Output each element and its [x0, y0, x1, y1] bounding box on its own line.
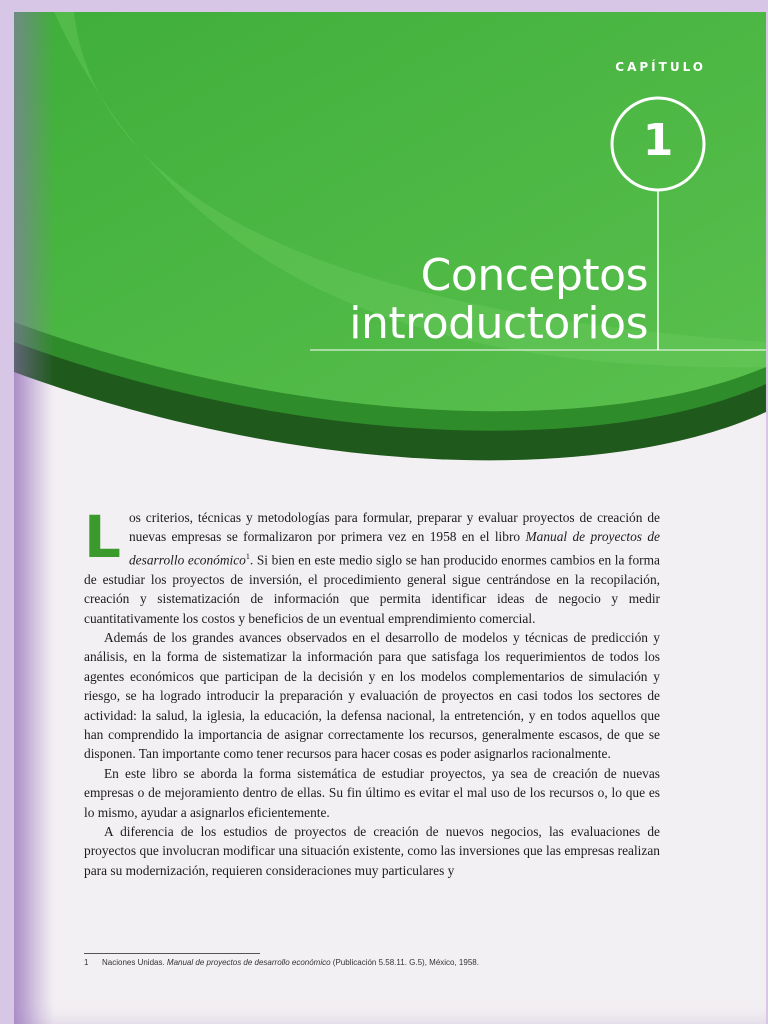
footnote-reference[interactable]: 1 [245, 551, 250, 561]
footnote-book-title: Manual de proyectos de desarrollo económico [166, 958, 331, 967]
paragraph-3: En este libro se aborda la forma sistemática de estudiar proyectos, ya sea de creación de nuevas empresas o de mejoramiento dentro de ellas. Su fin último es evitar el mal uso de los recursos o, lo que es lo mismo, ayudar a asignarlos eficientemente. [84, 765, 660, 820]
paragraph-2: Además de los grandes avances observados en el desarrollo de modelos y técnicas de predicción y análisis, en la forma de sistematizar la información para que satisfaga los requerimientos de todos los agentes económicos que participan de la decisión y en los modelos complementarios de simulación y riesgo, se ha logrado introducir la preparación y evaluación de proyectos en casi todos los sectores de actividad: la salud, la iglesia, la educación, la defensa nacional, la entretención, y en todos aquellos que han comprendido la importancia de asignar correctamente los recursos, generalmente escasos, de que se disponen. Tan importante como tener recursos para hacer cosas es poder asignarlos racionalmente. [84, 629, 660, 762]
chapter-number: 1 [642, 115, 674, 166]
chapter-banner [14, 12, 766, 482]
drop-cap: L [84, 503, 121, 571]
paragraph-1-text-a: os criterios, técnicas y metodologías para formular, preparar y evaluar proyectos de creación de nuevas empresas se formalizaron por primera vez en 1958 en el libro [128, 510, 660, 545]
page-gutter-shadow [14, 12, 54, 1024]
chapter-title-line-1: Conceptos [420, 250, 648, 301]
footnote-rule [84, 953, 260, 954]
chapter-body [84, 503, 661, 880]
paragraph-4: A diferencia de los estudios de proyectos de creación de nuevos negocios, las evaluaciones de proyectos que involucran modificar una situación existente, como las inversiones que las empresas realizan para su modernización, requieren consideraciones muy particulares y [84, 823, 660, 878]
chapter-label: CAPÍTULO [615, 60, 706, 74]
footnote [84, 958, 704, 967]
paragraph-1 [84, 503, 661, 628]
paragraph-1-text-b: . Si bien en este medio siglo se han producido enormes cambios en la forma de estudiar los proyectos de inversión, el procedimiento general sigue centrándose en la recopilación, creación y sistematización de información que permita identificar ideas de negocio y medir cuantitativamente los costos y beneficios de un eventual emprendimiento comercial. [84, 552, 661, 626]
footnote-text-b: (Publicación 5.58.11. G.5), México, 1958. [330, 958, 479, 967]
footnote-mark: 1 [84, 958, 89, 967]
footnote-text-a: Naciones Unidas. [102, 958, 167, 967]
chapter-title-line-2: introductorios [349, 298, 648, 349]
chapter-title [349, 252, 648, 348]
book-title-reference: Manual de proyectos de desarrollo económico [128, 529, 660, 568]
